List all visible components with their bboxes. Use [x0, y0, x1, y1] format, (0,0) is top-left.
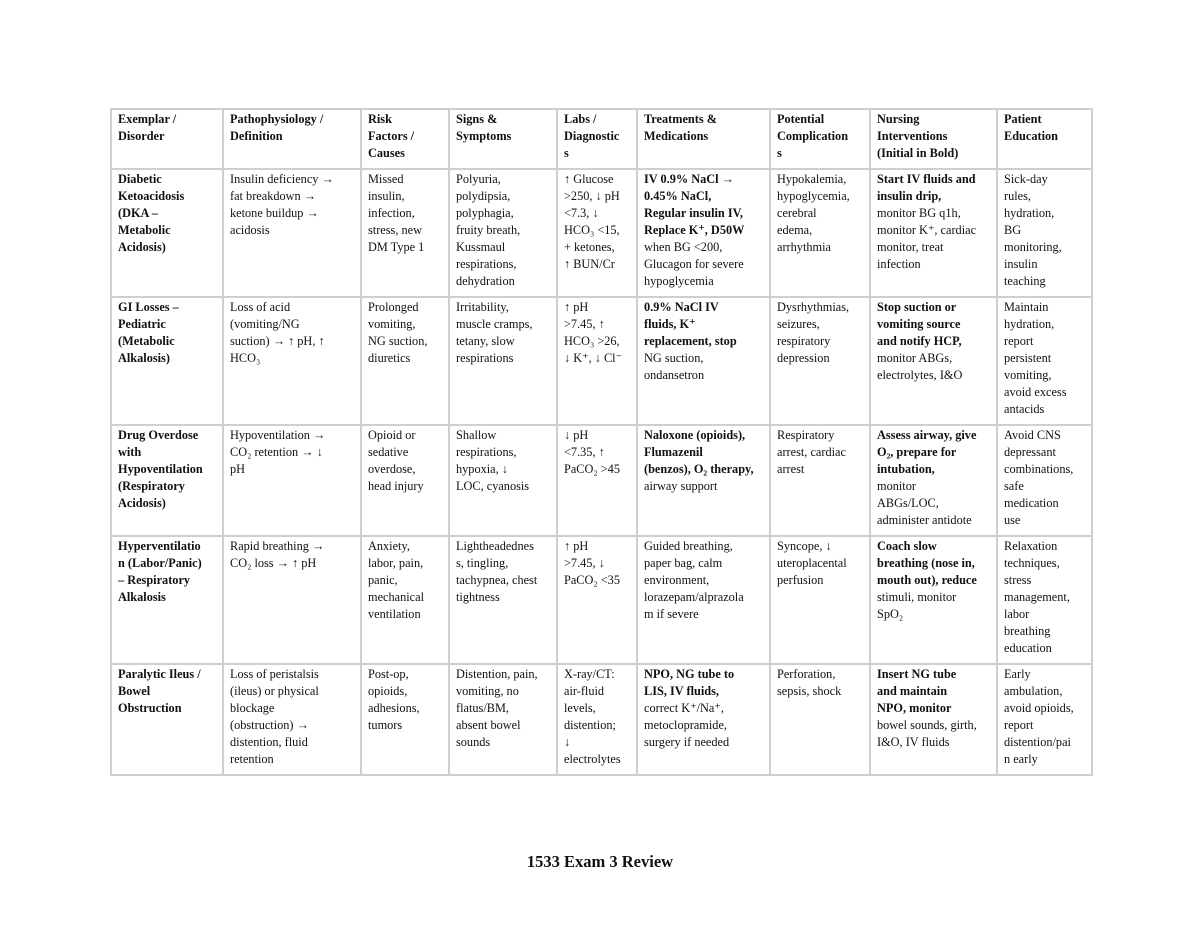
cell-text-line: education	[1004, 641, 1052, 655]
cell-text-line: with	[118, 445, 142, 459]
cell-text-line: report	[1004, 718, 1034, 732]
cell-text-line: (vomiting/NG	[230, 317, 300, 331]
cell-text-line: acidosis	[230, 223, 270, 237]
cell-text-line: Avoid CNS	[1004, 428, 1061, 442]
cell-text-line: LIS, IV fluids,	[644, 684, 719, 698]
cell-text-line: uteroplacental	[777, 556, 847, 570]
table-cell-treatments-medications	[637, 664, 770, 775]
cell-text-line: Flumazenil	[644, 445, 703, 459]
header-text-line: Signs &	[456, 112, 498, 126]
table-row	[111, 664, 1092, 775]
cell-text-line: Polyuria,	[456, 172, 501, 186]
cell-text-line: ambulation,	[1004, 684, 1063, 698]
cell-text-line: n (Labor/Panic)	[118, 556, 202, 570]
header-text-line: Interventions	[877, 129, 948, 143]
table-row	[111, 425, 1092, 536]
cell-text-line: HCO₃	[230, 351, 261, 365]
table-cell-labs-diagnostics	[557, 169, 637, 297]
cell-text-line: Insulin deficiency →	[230, 172, 334, 186]
cell-text-line: >7.45, ↑	[564, 317, 605, 331]
cell-text-line: vomiting,	[1004, 368, 1052, 382]
cell-text-line: infection,	[368, 206, 415, 220]
cell-text-line: vomiting, no	[456, 684, 519, 698]
header-text-line: Potential	[777, 112, 825, 126]
cell-text-line: Alkalosis	[118, 590, 166, 604]
cell-text-line: paper bag, calm	[644, 556, 723, 570]
table-cell-nursing-interventions	[870, 425, 997, 536]
cell-text-line: retention	[230, 752, 274, 766]
table-cell-potential-complications	[770, 536, 870, 664]
cell-text-line: monitor, treat	[877, 240, 944, 254]
cell-text-line: NG suction,	[368, 334, 428, 348]
cell-text-line: absent bowel	[456, 718, 521, 732]
cell-text-line: Kussmaul	[456, 240, 506, 254]
cell-text-line: stress, new	[368, 223, 422, 237]
cell-text-line: distention/pai	[1004, 735, 1071, 749]
disorders-table	[110, 108, 1093, 776]
cell-text-line: >250, ↓ pH	[564, 189, 620, 203]
cell-text-line: X-ray/CT:	[564, 667, 615, 681]
cell-text-line: antacids	[1004, 402, 1045, 416]
cell-text-line: (obstruction) →	[230, 718, 309, 732]
cell-text-line: <7.35, ↑	[564, 445, 605, 459]
cell-text-line: flatus/BM,	[456, 701, 509, 715]
cell-text-line: avoid excess	[1004, 385, 1067, 399]
cell-text-line: opioids,	[368, 684, 408, 698]
cell-text-line: Sick-day	[1004, 172, 1048, 186]
table-cell-patient-education	[997, 425, 1092, 536]
header-text-line: Patient	[1004, 112, 1042, 126]
cell-text-line: labor, pain,	[368, 556, 424, 570]
cell-text-line: NPO, monitor	[877, 701, 952, 715]
cell-text-line: report	[1004, 334, 1034, 348]
table-row	[111, 297, 1092, 425]
cell-text-line: (ileus) or physical	[230, 684, 319, 698]
cell-text-line: I&O, IV fluids	[877, 735, 950, 749]
cell-text-line: distention;	[564, 718, 616, 732]
cell-text-line: Irritability,	[456, 300, 509, 314]
table-cell-labs-diagnostics	[557, 536, 637, 664]
header-text-line: (Initial in Bold)	[877, 146, 959, 160]
table-cell-treatments-medications	[637, 297, 770, 425]
table-cell-signs-symptoms	[449, 664, 557, 775]
cell-text-line: monitor BG q1h,	[877, 206, 961, 220]
cell-text-line: Ketoacidosis	[118, 189, 185, 203]
cell-text-line: labor	[1004, 607, 1030, 621]
cell-text-line: Pediatric	[118, 317, 166, 331]
header-text-line: Definition	[230, 129, 283, 143]
cell-text-line: avoid opioids,	[1004, 701, 1074, 715]
cell-text-line: cerebral	[777, 206, 817, 220]
cell-text-line: >7.45, ↓	[564, 556, 605, 570]
cell-text-line: rules,	[1004, 189, 1031, 203]
column-header-patient-education	[997, 109, 1092, 169]
cell-text-line: Acidosis)	[118, 496, 166, 510]
cell-text-line: Coach slow	[877, 539, 937, 553]
header-text-line: Factors /	[368, 129, 415, 143]
cell-text-line: ↑ pH	[564, 539, 589, 553]
cell-text-line: hydration,	[1004, 317, 1055, 331]
cell-text-line: Insert NG tube	[877, 667, 957, 681]
cell-text-line: ABGs/LOC,	[877, 496, 939, 510]
cell-text-line: breathing (nose in,	[877, 556, 975, 570]
header-text-line: Labs /	[564, 112, 597, 126]
table-cell-signs-symptoms	[449, 169, 557, 297]
cell-text-line: polyphagia,	[456, 206, 514, 220]
cell-text-line: insulin	[1004, 257, 1038, 271]
cell-text-line: polydipsia,	[456, 189, 511, 203]
cell-text-line: HCO₃ >26,	[564, 334, 620, 348]
table-cell-labs-diagnostics	[557, 664, 637, 775]
cell-text-line: m if severe	[644, 607, 699, 621]
column-header-potential-complications	[770, 109, 870, 169]
header-text-line: Pathophysiology /	[230, 112, 324, 126]
cell-text-line: monitor	[877, 479, 916, 493]
cell-text-line: Regular insulin IV,	[644, 206, 743, 220]
cell-text-line: Naloxone (opioids),	[644, 428, 746, 442]
table-cell-treatments-medications	[637, 169, 770, 297]
header-text-line: Education	[1004, 129, 1058, 143]
cell-text-line: techniques,	[1004, 556, 1060, 570]
cell-text-line: electrolytes	[564, 752, 621, 766]
cell-text-line: perfusion	[777, 573, 824, 587]
cell-text-line: Obstruction	[118, 701, 182, 715]
cell-text-line: Anxiety,	[368, 539, 410, 553]
table-cell-risk-factors	[361, 664, 449, 775]
cell-text-line: mouth out), reduce	[877, 573, 977, 587]
table-cell-patient-education	[997, 536, 1092, 664]
table-cell-exemplar	[111, 536, 223, 664]
cell-text-line: hypoxia, ↓	[456, 462, 508, 476]
cell-text-line: and maintain	[877, 684, 948, 698]
cell-text-line: electrolytes, I&O	[877, 368, 963, 382]
cell-text-line: ketone buildup →	[230, 206, 319, 220]
table-cell-risk-factors	[361, 536, 449, 664]
cell-text-line: distention, fluid	[230, 735, 308, 749]
cell-text-line: Drug Overdose	[118, 428, 199, 442]
cell-text-line: Hypoventilation	[118, 462, 203, 476]
cell-text-line: hypoglycemia,	[777, 189, 850, 203]
cell-text-line: GI Losses –	[118, 300, 179, 314]
cell-text-line: stimuli, monitor	[877, 590, 957, 604]
cell-text-line: Acidosis)	[118, 240, 166, 254]
cell-text-line: <7.3, ↓	[564, 206, 599, 220]
cell-text-line: respirations,	[456, 257, 517, 271]
header-text-line: Nursing	[877, 112, 920, 126]
cell-text-line: pH	[230, 462, 246, 476]
column-header-nursing-interventions	[870, 109, 997, 169]
cell-text-line: Bowel	[118, 684, 151, 698]
cell-text-line: ondansetron	[644, 368, 705, 382]
cell-text-line: tightness	[456, 590, 500, 604]
cell-text-line: airway support	[644, 479, 718, 493]
column-header-pathophysiology	[223, 109, 361, 169]
table-cell-patient-education	[997, 297, 1092, 425]
cell-text-line: replacement, stop	[644, 334, 737, 348]
table-cell-nursing-interventions	[870, 297, 997, 425]
cell-text-line: Loss of peristalsis	[230, 667, 319, 681]
cell-text-line: mechanical	[368, 590, 424, 604]
cell-text-line: Hypokalemia,	[777, 172, 847, 186]
cell-text-line: Diabetic	[118, 172, 162, 186]
cell-text-line: blockage	[230, 701, 275, 715]
cell-text-line: ↓ K⁺, ↓ Cl⁻	[564, 351, 623, 365]
cell-text-line: tachypnea, chest	[456, 573, 538, 587]
table-cell-pathophysiology	[223, 664, 361, 775]
cell-text-line: arrest, cardiac	[777, 445, 846, 459]
header-text-line: Disorder	[118, 129, 165, 143]
cell-text-line: infection	[877, 257, 921, 271]
cell-text-line: bowel sounds, girth,	[877, 718, 977, 732]
cell-text-line: stress	[1004, 573, 1032, 587]
cell-text-line: administer antidote	[877, 513, 972, 527]
table-cell-exemplar	[111, 297, 223, 425]
table-body	[111, 169, 1092, 775]
cell-text-line: Relaxation	[1004, 539, 1058, 553]
column-header-signs-symptoms	[449, 109, 557, 169]
cell-text-line: sounds	[456, 735, 491, 749]
cell-text-line: hydration,	[1004, 206, 1055, 220]
page-footer-title: 1533 Exam 3 Review	[526, 852, 674, 871]
header-text-line: Diagnostic	[564, 129, 620, 143]
table-cell-potential-complications	[770, 425, 870, 536]
table-cell-labs-diagnostics	[557, 425, 637, 536]
cell-text-line: fruity breath,	[456, 223, 521, 237]
header-text-line: Symptoms	[456, 129, 512, 143]
cell-text-line: Maintain	[1004, 300, 1049, 314]
table-cell-exemplar	[111, 664, 223, 775]
cell-text-line: correct K⁺/Na⁺,	[644, 701, 724, 715]
cell-text-line: fluids, K⁺	[644, 317, 696, 331]
cell-text-line: panic,	[368, 573, 398, 587]
cell-text-line: PaCO₂ <35	[564, 573, 620, 587]
cell-text-line: combinations,	[1004, 462, 1074, 476]
cell-text-line: DM Type 1	[368, 240, 425, 254]
cell-text-line: O₂, prepare for	[877, 445, 957, 459]
cell-text-line: 0.45% NaCl,	[644, 189, 712, 203]
header-text-line: Risk	[368, 112, 392, 126]
cell-text-line: Shallow	[456, 428, 497, 442]
cell-text-line: head injury	[368, 479, 424, 493]
header-text-line: Treatments &	[644, 112, 717, 126]
cell-text-line: environment,	[644, 573, 710, 587]
table-cell-labs-diagnostics	[557, 297, 637, 425]
cell-text-line: sedative	[368, 445, 409, 459]
cell-text-line: vomiting source	[877, 317, 961, 331]
cell-text-line: depressant	[1004, 445, 1056, 459]
table-cell-signs-symptoms	[449, 425, 557, 536]
cell-text-line: Hypoventilation →	[230, 428, 326, 442]
cell-text-line: management,	[1004, 590, 1070, 604]
cell-text-line: adhesions,	[368, 701, 420, 715]
table-cell-potential-complications	[770, 297, 870, 425]
cell-text-line: Replace K⁺, D50W	[644, 223, 745, 237]
cell-text-line: teaching	[1004, 274, 1046, 288]
cell-text-line: breathing	[1004, 624, 1051, 638]
cell-text-line: Respiratory	[777, 428, 835, 442]
cell-text-line: ↓	[564, 735, 571, 749]
cell-text-line: Distention, pain,	[456, 667, 538, 681]
header-text-line: Medications	[644, 129, 709, 143]
table-cell-treatments-medications	[637, 536, 770, 664]
header-text-line: Exemplar /	[118, 112, 177, 126]
table-cell-signs-symptoms	[449, 536, 557, 664]
table-row	[111, 536, 1092, 664]
cell-text-line: persistent	[1004, 351, 1052, 365]
column-header-labs-diagnostics	[557, 109, 637, 169]
cell-text-line: (Metabolic	[118, 334, 175, 348]
cell-text-line: lorazepam/alprazola	[644, 590, 744, 604]
cell-text-line: Early	[1004, 667, 1031, 681]
cell-text-line: insulin drip,	[877, 189, 942, 203]
cell-text-line: respiratory	[777, 334, 831, 348]
cell-text-line: LOC, cyanosis	[456, 479, 530, 493]
table-cell-pathophysiology	[223, 425, 361, 536]
table-header-row	[111, 109, 1092, 169]
cell-text-line: Start IV fluids and	[877, 172, 976, 186]
cell-text-line: NG suction,	[644, 351, 704, 365]
cell-text-line: Alkalosis)	[118, 351, 170, 365]
cell-text-line: hypoglycemia	[644, 274, 714, 288]
cell-text-line: vomiting,	[368, 317, 416, 331]
cell-text-line: safe	[1004, 479, 1024, 493]
table-cell-potential-complications	[770, 664, 870, 775]
header-text-line: s	[564, 146, 569, 160]
cell-text-line: Prolonged	[368, 300, 419, 314]
cell-text-line: levels,	[564, 701, 596, 715]
table-cell-exemplar	[111, 169, 223, 297]
cell-text-line: depression	[777, 351, 830, 365]
cell-text-line: metoclopramide,	[644, 718, 727, 732]
cell-text-line: monitor ABGs,	[877, 351, 953, 365]
cell-text-line: fat breakdown →	[230, 189, 317, 203]
cell-text-line: Paralytic Ileus /	[118, 667, 201, 681]
cell-text-line: n early	[1004, 752, 1038, 766]
cell-text-line: sepsis, shock	[777, 684, 842, 698]
cell-text-line: ↑ pH	[564, 300, 589, 314]
cell-text-line: Glucagon for severe	[644, 257, 744, 271]
cell-text-line: monitor K⁺, cardiac	[877, 223, 977, 237]
cell-text-line: Rapid breathing →	[230, 539, 325, 553]
cell-text-line: muscle cramps,	[456, 317, 533, 331]
cell-text-line: (DKA –	[118, 206, 158, 220]
cell-text-line: Missed	[368, 172, 404, 186]
cell-text-line: (benzos), O₂ therapy,	[644, 462, 754, 476]
cell-text-line: ventilation	[368, 607, 421, 621]
header-text-line: Causes	[368, 146, 405, 160]
cell-text-line: tumors	[368, 718, 403, 732]
cell-text-line: IV 0.9% NaCl →	[644, 172, 734, 186]
cell-text-line: CO₂ retention → ↓	[230, 445, 323, 459]
cell-text-line: overdose,	[368, 462, 416, 476]
cell-text-line: Guided breathing,	[644, 539, 733, 553]
table-cell-risk-factors	[361, 297, 449, 425]
cell-text-line: seizures,	[777, 317, 820, 331]
cell-text-line: NPO, NG tube to	[644, 667, 735, 681]
cell-text-line: tetany, slow	[456, 334, 515, 348]
cell-text-line: s, tingling,	[456, 556, 509, 570]
cell-text-line: when BG <200,	[644, 240, 723, 254]
cell-text-line: 0.9% NaCl IV	[644, 300, 719, 314]
cell-text-line: respirations,	[456, 445, 517, 459]
cell-text-line: ↑ BUN/Cr	[564, 257, 615, 271]
cell-text-line: – Respiratory	[118, 573, 191, 587]
table-row	[111, 169, 1092, 297]
column-header-risk-factors	[361, 109, 449, 169]
cell-text-line: monitoring,	[1004, 240, 1062, 254]
cell-text-line: ↓ pH	[564, 428, 589, 442]
cell-text-line: Post-op,	[368, 667, 409, 681]
cell-text-line: Hyperventilatio	[118, 539, 201, 553]
cell-text-line: diuretics	[368, 351, 411, 365]
cell-text-line: (Respiratory	[118, 479, 185, 493]
table-cell-patient-education	[997, 664, 1092, 775]
table-cell-treatments-medications	[637, 425, 770, 536]
cell-text-line: Stop suction or	[877, 300, 957, 314]
table-cell-risk-factors	[361, 425, 449, 536]
cell-text-line: Dysrhythmias,	[777, 300, 850, 314]
cell-text-line: surgery if needed	[644, 735, 730, 749]
table-cell-patient-education	[997, 169, 1092, 297]
cell-text-line: air-fluid	[564, 684, 605, 698]
table-cell-signs-symptoms	[449, 297, 557, 425]
cell-text-line: Opioid or	[368, 428, 416, 442]
cell-text-line: insulin,	[368, 189, 405, 203]
cell-text-line: CO₂ loss → ↑ pH	[230, 556, 317, 570]
cell-text-line: + ketones,	[564, 240, 615, 254]
cell-text-line: medication	[1004, 496, 1059, 510]
header-text-line: s	[777, 146, 782, 160]
cell-text-line: Assess airway, give	[877, 428, 977, 442]
table-cell-pathophysiology	[223, 169, 361, 297]
cell-text-line: ↑ Glucose	[564, 172, 614, 186]
cell-text-line: arrest	[777, 462, 805, 476]
table-cell-risk-factors	[361, 169, 449, 297]
column-header-exemplar	[111, 109, 223, 169]
header-text-line: Complication	[777, 129, 849, 143]
cell-text-line: Syncope, ↓	[777, 539, 832, 553]
table-cell-potential-complications	[770, 169, 870, 297]
cell-text-line: Loss of acid	[230, 300, 291, 314]
table-cell-pathophysiology	[223, 297, 361, 425]
cell-text-line: use	[1004, 513, 1021, 527]
cell-text-line: edema,	[777, 223, 813, 237]
cell-text-line: respirations	[456, 351, 514, 365]
table-cell-exemplar	[111, 425, 223, 536]
table-cell-pathophysiology	[223, 536, 361, 664]
table-cell-nursing-interventions	[870, 169, 997, 297]
cell-text-line: and notify HCP,	[877, 334, 962, 348]
cell-text-line: BG	[1004, 223, 1022, 237]
cell-text-line: arrhythmia	[777, 240, 831, 254]
cell-text-line: intubation,	[877, 462, 935, 476]
table-cell-nursing-interventions	[870, 536, 997, 664]
cell-text-line: PaCO₂ >45	[564, 462, 620, 476]
cell-text-line: Lightheadednes	[456, 539, 534, 553]
cell-text-line: SpO₂	[877, 607, 904, 621]
cell-text-line: suction) → ↑ pH, ↑	[230, 334, 325, 348]
cell-text-line: Perforation,	[777, 667, 836, 681]
cell-text-line: Metabolic	[118, 223, 171, 237]
cell-text-line: dehydration	[456, 274, 515, 288]
table-cell-nursing-interventions	[870, 664, 997, 775]
cell-text-line: HCO₃ <15,	[564, 223, 620, 237]
column-header-treatments-medications	[637, 109, 770, 169]
